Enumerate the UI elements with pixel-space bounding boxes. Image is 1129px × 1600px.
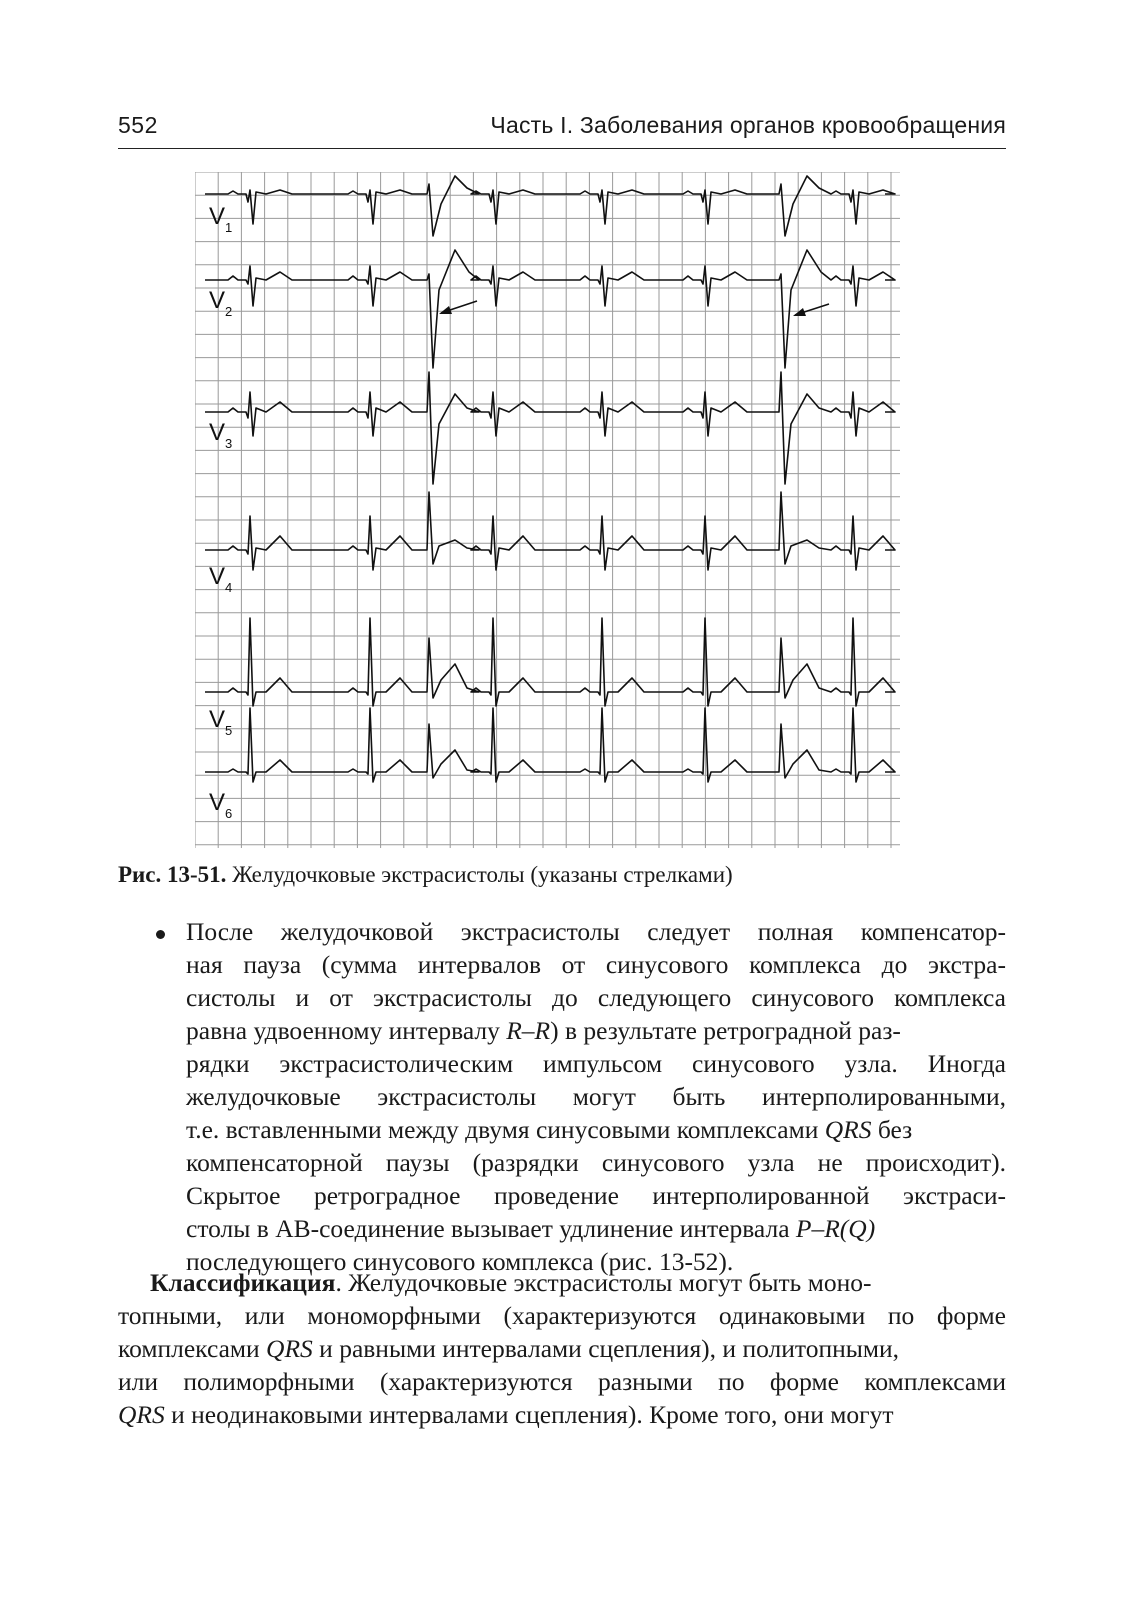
text-line: ная пауза (сумма интервалов от синусового комплекса до экстра- bbox=[186, 950, 1006, 979]
ecg-figure bbox=[195, 172, 900, 848]
page-number: 552 bbox=[118, 112, 158, 138]
ecg-trace-lead-6 bbox=[205, 708, 895, 782]
ecg-trace-lead-1 bbox=[205, 176, 895, 236]
text-line: т.е. вставленными между двумя синусовыми комплексами QRS без bbox=[186, 1115, 913, 1144]
text-line: комплексами QRS и равными интервалами сцепления), и политопными, bbox=[118, 1334, 900, 1363]
lead-label: $V_1$ bbox=[209, 203, 233, 235]
text-line: топными, или мономорфными (характеризуются одинаковыми по форме bbox=[118, 1301, 1006, 1330]
text-line: последующего синусового комплекса (рис. 13-52). bbox=[186, 1247, 734, 1276]
text-line: систолы и от экстрасистолы до следующего синусового комплекса bbox=[186, 983, 1006, 1012]
text-line: или полиморфными (характеризуются разными по форме комплексами bbox=[118, 1367, 1006, 1396]
lead-label: $V_4$ bbox=[209, 563, 233, 595]
text-line: столы в АВ-соединение вызывает удлинение интервала P–R(Q) bbox=[186, 1214, 876, 1243]
ecg-trace-lead-2 bbox=[205, 250, 895, 368]
classification-line: Классификация. Желудочковые экстрасистолы могут быть моно- bbox=[150, 1268, 872, 1297]
text-line: После желудочковой экстрасистолы следует полная компенсатор- bbox=[186, 917, 1006, 946]
lead-label: $V_2$ bbox=[209, 287, 233, 319]
bullet-icon bbox=[156, 930, 165, 939]
ecg-trace-lead-3 bbox=[205, 372, 895, 484]
text-line: равна удвоенному интервалу R–R) в результате ретроградной раз- bbox=[186, 1016, 901, 1045]
figure-caption bbox=[118, 862, 733, 888]
ecg-tracing bbox=[195, 172, 900, 848]
running-head bbox=[118, 108, 1006, 149]
ecg-lead-labels bbox=[209, 203, 232, 821]
ecg-trace-lead-5 bbox=[205, 618, 895, 706]
text-line: Скрытое ретроградное проведение интерполированной экстраси- bbox=[186, 1181, 1006, 1210]
ecg-traces bbox=[205, 176, 895, 782]
caption-label: Рис. 13-51. bbox=[118, 862, 227, 887]
text-line: компенсаторной паузы (разрядки синусового узла не происходит). bbox=[186, 1148, 1006, 1177]
lead-label: $V_6$ bbox=[209, 789, 233, 821]
ecg-grid bbox=[195, 172, 900, 848]
ecg-trace-lead-4 bbox=[205, 492, 895, 570]
text-line: рядки экстрасистолическим импульсом синусового узла. Иногда bbox=[186, 1049, 1006, 1078]
text-line: QRS и неодинаковыми интервалами сцепления). Кроме того, они могут bbox=[118, 1400, 894, 1429]
lead-label: $V_5$ bbox=[209, 706, 233, 738]
lead-label: $V_3$ bbox=[209, 419, 233, 451]
section-title: Часть I. Заболевания органов кровообращения bbox=[490, 112, 1006, 138]
caption-text: Желудочковые экстрасистолы (указаны стрелками) bbox=[226, 862, 733, 887]
classification-heading: Классификация bbox=[150, 1268, 336, 1297]
text-line: желудочковые экстрасистолы могут быть интерполированными, bbox=[186, 1082, 1006, 1111]
arrow-icon bbox=[439, 301, 477, 314]
arrows bbox=[439, 301, 829, 316]
